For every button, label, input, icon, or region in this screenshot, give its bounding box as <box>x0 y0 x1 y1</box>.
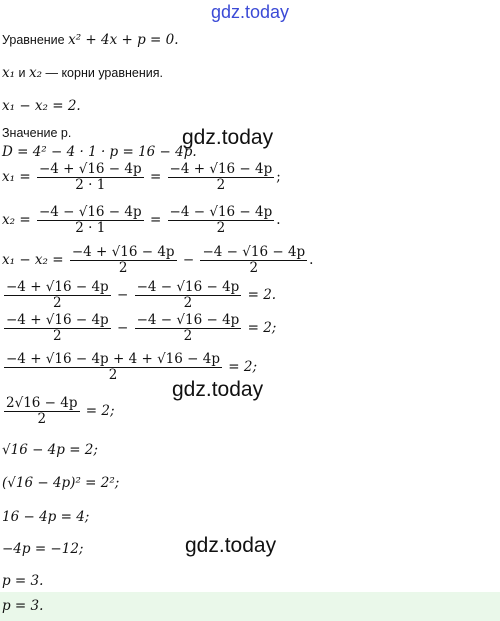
roots-and: и <box>15 66 29 80</box>
answer-line: p = 3. <box>2 598 44 614</box>
denominator: 2 <box>53 295 62 311</box>
fraction <box>168 162 275 193</box>
difference-lhs: x₁ − x₂ = <box>2 252 64 268</box>
numerator: −4 − √16 − 4p <box>136 279 240 295</box>
x2-line <box>2 205 281 236</box>
sqrt-line: √16 − 4p = 2; <box>2 442 98 458</box>
fraction <box>4 396 80 427</box>
rhs: = 2; <box>85 403 115 419</box>
result-line: p = 3. <box>2 573 44 589</box>
x1-lhs: x₁ = <box>2 169 31 185</box>
rhs: = 2; <box>247 320 277 336</box>
numerator: −4 + √16 − 4p <box>6 279 109 295</box>
equation-text: x² + 4x + p = 0. <box>68 32 179 48</box>
punct: ; <box>276 169 281 185</box>
answer-box <box>0 592 500 621</box>
numerator: −4 − √16 − 4p <box>136 312 240 328</box>
condition-line: x₁ − x₂ = 2. <box>2 98 81 114</box>
denominator: 2 <box>118 260 128 276</box>
numerator: −4 + √16 − 4p + 4 + √16 − 4p <box>6 351 220 367</box>
punct: . <box>276 212 281 228</box>
minus-sign: − <box>117 287 129 303</box>
numerator: −4 + √16 − 4p <box>71 244 175 260</box>
numerator: −4 + √16 − 4p <box>6 312 109 328</box>
linear-line-1: 16 − 4p = 4; <box>2 509 90 525</box>
eq-sign: = <box>149 212 162 228</box>
fraction <box>4 313 111 344</box>
watermark: gdz.today <box>172 378 264 401</box>
denominator: 2 <box>216 177 226 193</box>
denominator: 2 <box>108 367 118 383</box>
denominator: 2 <box>53 328 62 344</box>
fraction <box>4 280 111 311</box>
equation-line <box>2 31 179 49</box>
fraction <box>37 205 144 236</box>
fraction <box>70 245 177 276</box>
numerator: −4 − √16 − 4p <box>169 204 273 220</box>
numerator: 2√16 − 4p <box>6 395 78 411</box>
roots-line <box>2 64 163 82</box>
denominator: 2 · 1 <box>75 177 106 193</box>
denominator: 2 <box>183 328 193 344</box>
fraction <box>168 205 275 236</box>
watermark: gdz.today <box>182 126 274 149</box>
denominator: 2 <box>183 295 193 311</box>
fraction <box>200 245 307 276</box>
numerator: −4 + √16 − 4p <box>169 161 273 177</box>
difference-line <box>2 245 313 276</box>
square-line: (√16 − 4p)² = 2²; <box>2 475 120 491</box>
two-sqrt-line <box>2 396 115 427</box>
x2-lhs: x₂ = <box>2 212 31 228</box>
fraction <box>37 162 144 193</box>
denominator: 2 <box>216 220 226 236</box>
denominator: 2 · 1 <box>75 220 106 236</box>
denominator: 2 <box>37 411 47 427</box>
equation-2-line <box>2 280 276 311</box>
rhs: = 2; <box>228 359 258 375</box>
site-logo[interactable] <box>0 2 500 23</box>
numerator: −4 − √16 − 4p <box>202 244 306 260</box>
equation-label: Уравнение <box>2 33 65 47</box>
denominator: 2 <box>249 260 259 276</box>
fraction <box>135 313 242 344</box>
watermark: gdz.today <box>185 534 277 557</box>
equation-3-line <box>2 313 276 344</box>
punct: . <box>309 252 314 268</box>
numerator: −4 − √16 − 4p <box>38 204 142 220</box>
root-2: x₂ <box>28 65 42 81</box>
root-1: x₁ <box>2 65 16 81</box>
minus-sign: − <box>182 252 195 268</box>
x1-line <box>2 162 281 193</box>
linear-line-2: −4p = −12; <box>2 541 84 557</box>
numerator: −4 + √16 − 4p <box>38 161 142 177</box>
minus-sign: − <box>117 320 129 336</box>
discriminant-line: D = 4² − 4 · 1 · p = 16 − 4p. <box>2 144 197 160</box>
value-label: Значение p. <box>2 126 72 140</box>
rhs: = 2. <box>247 287 277 303</box>
logo-text: gdz.today <box>210 2 290 22</box>
fraction <box>135 280 242 311</box>
roots-text: — корни уравнения. <box>42 66 163 80</box>
eq-sign: = <box>149 169 162 185</box>
